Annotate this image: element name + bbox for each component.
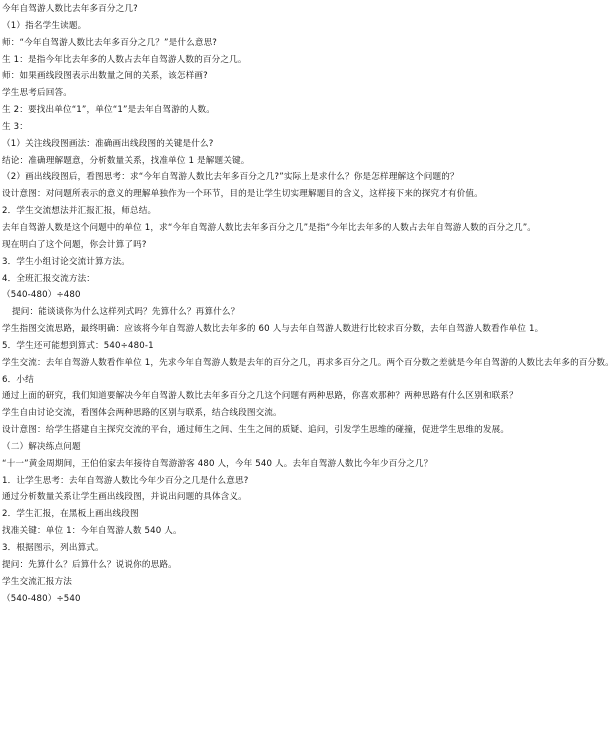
text-line: 找准关键：单位 1：今年自驾游人数 540 人。 — [2, 526, 182, 537]
text-line: 生 2：要找出单位“1”，单位“1”是去年自驾游的人数。 — [2, 105, 216, 116]
text-line: 6．小结 — [2, 374, 34, 385]
text-line: 生 1：是指今年比去年多的人数占去年自驾游人数的百分之几。 — [2, 54, 247, 65]
text-line: 结论：准确理解题意，分析数量关系，找准单位 1 是解题关键。 — [2, 155, 250, 166]
text-line: （540-480）÷540 — [2, 593, 81, 604]
text-line: 学生自由讨论交流，看图体会两种思路的区别与联系，结合线段图交流。 — [2, 408, 282, 419]
text-line: 3．根据图示，列出算式。 — [2, 543, 104, 553]
text-line: 通过上面的研究，我们知道要解决今年自驾游人数比去年多百分之几这个问题有两种思路，你喜欢那种？两种思路有什么区别和联系？ — [2, 391, 518, 402]
text-line: （540-480）÷480 — [2, 290, 81, 301]
text-line: 5．学生还可能想到算式：540÷480-1 — [2, 340, 154, 351]
text-line: 3．学生小组讨论交流计算方法。 — [2, 256, 131, 267]
text-line: 师：“今年自驾游人数比去年多百分之几？”是什么意思? — [2, 37, 218, 48]
text-line: 学生交流：去年自驾游人数看作单位 1，先求今年自驾游人数是去年的百分之几，再求多百分之几。两个百分数之差就是今年自驾游的人数比去年多的百分数。 — [2, 357, 614, 368]
text-line: 4．全班汇报交流方法： — [2, 273, 96, 284]
text-line: 去年自驾游人数是这个问题中的单位 1，求“今年自驾游人数比去年多百分之几”是指“今年比去年多的人数占去年自驾游人数的百分之几”。 — [2, 222, 537, 233]
text-line: 2．学生汇报，在黑板上画出线段图 — [2, 509, 139, 520]
text-line: 1．让学生思考：去年自驾游人数比今年少百分之几是什么意思? — [2, 475, 249, 486]
text-line: 学生交流汇报方法 — [2, 576, 72, 587]
text-line: 学生指图交流思路，最终明确：应该将今年自驾游人数比去年多的 60 人与去年自驾游人数进行比较求百分数，去年自驾游人数看作单位 1。 — [2, 324, 544, 335]
text-line: 生 3： — [2, 121, 28, 132]
text-line: （1）指名学生读题。 — [2, 20, 87, 31]
text-line: 设计意图：对问题所表示的意义的理解单独作为一个环节，目的是让学生切实理解题目的含义，这样接下来的探究才有价值。 — [2, 189, 483, 200]
text-line: （2）画出线段图后，看图思考：求“今年自驾游人数比去年多百分之几?”实际上是求什么？你是怎样理解这个问题的？ — [2, 172, 459, 183]
text-line: 今年自驾游人数比去年多百分之几? — [2, 4, 138, 14]
text-line: 2．学生交流想法并汇报汇报，师总结。 — [2, 206, 157, 217]
text-line: 提问：先算什么？后算什么？说说你的思路。 — [2, 559, 177, 570]
text-line: 设计意图：给学生搭建自主探究交流的平台，通过师生之间、生生之间的质疑、追问，引发学生思维的碰撞，促进学生思维的发展。 — [2, 425, 510, 436]
text-line: （二）解决练点问题 — [2, 441, 81, 452]
text-line: “十一”黄金周期间，王伯伯家去年接待自驾游游客 480 人，今年 540 人。去年自驾游人数比今年少百分之几？ — [2, 458, 433, 469]
text-line: 现在明白了这个问题，你会计算了吗? — [2, 239, 147, 250]
text-line: 通过分析数量关系让学生画出线段图，并说出问题的具体含义。 — [2, 492, 247, 503]
text-line: 学生思考后回答。 — [2, 88, 72, 99]
text-line: （1）关注线段图画法：准确画出线段图的关键是什么? — [2, 138, 214, 149]
text-line: 师：如果画线段图表示出数量之间的关系，该怎样画? — [2, 71, 208, 82]
text-line: 提问：能谈谈你为什么这样列式吗？先算什么？再算什么？ — [12, 307, 240, 318]
